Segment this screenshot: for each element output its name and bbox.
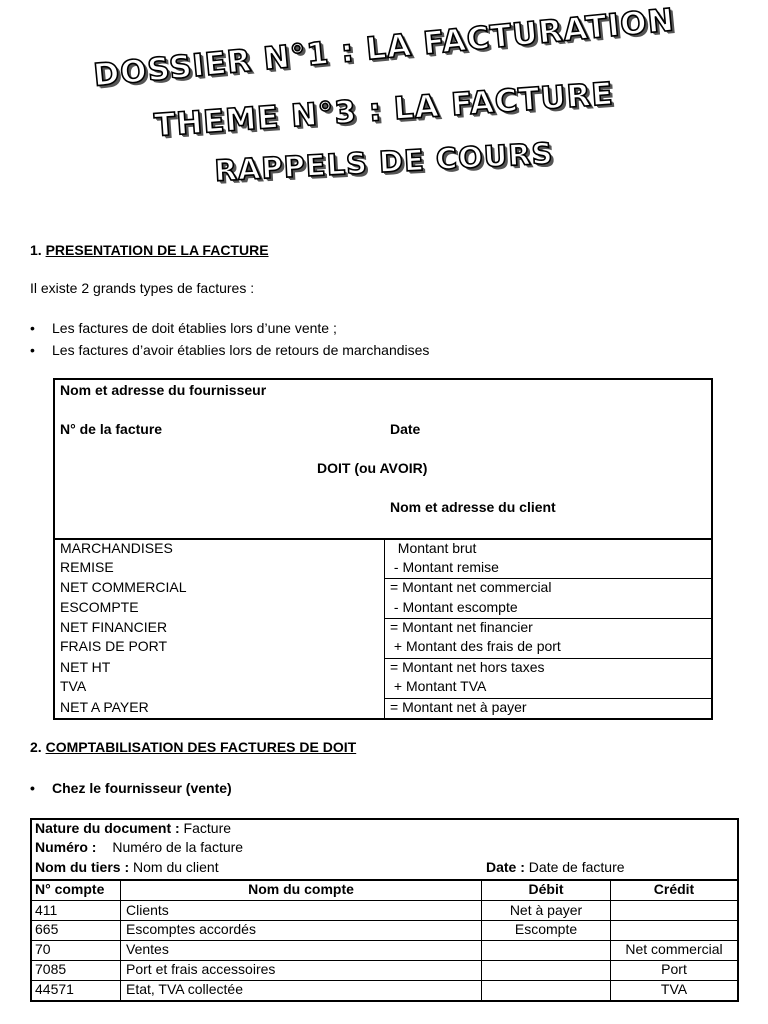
invoice-row-label: MARCHANDISES xyxy=(60,540,173,556)
title-line-3: RAPPELS DE COURS xyxy=(213,136,555,188)
invoice-row-value: - Montant escompte xyxy=(390,599,518,615)
invoice-row-value: = Montant net commercial xyxy=(390,579,552,595)
column-header-credit: Crédit xyxy=(653,881,695,897)
invoice-row-label: REMISE xyxy=(60,559,114,575)
column-header-debit: Débit xyxy=(528,881,564,897)
list-item-text: Les factures d’avoir établies lors de retours de marchandises xyxy=(52,342,430,358)
title-line-1: DOSSIER N°1 : LA FACTURATION xyxy=(91,2,677,94)
date-row xyxy=(486,859,625,875)
invoice-row-value: Montant brut xyxy=(390,540,477,556)
invoice-header xyxy=(55,380,711,540)
invoice-row-label: NET HT xyxy=(60,659,111,675)
invoice-row-label: NET FINANCIER xyxy=(60,619,168,635)
bullet-icon: • xyxy=(30,780,35,796)
list-item xyxy=(30,780,232,796)
invoice-model xyxy=(53,378,713,720)
table-divider xyxy=(481,880,482,1000)
numero-value: Numéro de la facture xyxy=(112,839,244,855)
nature-value: Facture xyxy=(179,820,232,836)
account-name-cell: Etat, TVA collectée xyxy=(126,981,243,997)
account-number-cell: 7085 xyxy=(35,961,67,977)
column-header-account-number: N° compte xyxy=(35,881,105,897)
invoice-row-label: FRAIS DE PORT xyxy=(60,638,168,654)
nature-label: Nature du document : xyxy=(35,820,180,836)
account-name-cell: Port et frais accessoires xyxy=(126,961,276,977)
tiers-label: Nom du tiers : xyxy=(35,859,130,875)
date-value: Date de facture xyxy=(524,859,625,875)
section1-number: 1. xyxy=(30,242,42,258)
section2-heading xyxy=(30,739,356,755)
account-name-cell: Ventes xyxy=(126,941,169,957)
account-number-cell: 411 xyxy=(35,902,58,918)
invoice-row-value: + Montant TVA xyxy=(390,678,487,694)
bullet-icon: • xyxy=(30,342,35,358)
list-item xyxy=(30,342,429,358)
client-label: Nom et adresse du client xyxy=(390,499,556,515)
supplier-label: Nom et adresse du fournisseur xyxy=(60,382,267,398)
invoice-date-label: Date xyxy=(390,421,421,437)
account-number-cell: 44571 xyxy=(35,981,74,997)
invoice-row-value: = Montant net hors taxes xyxy=(390,659,545,675)
list-item-text: Chez le fournisseur (vente) xyxy=(52,780,232,796)
credit-cell: TVA xyxy=(660,981,688,997)
tiers-value: Nom du client xyxy=(129,859,219,875)
bullet-icon: • xyxy=(30,320,35,336)
numero-label: Numéro : xyxy=(35,839,97,855)
tiers-row xyxy=(35,859,219,875)
invoice-row-label: ESCOMPTE xyxy=(60,599,139,615)
invoice-row-label: NET A PAYER xyxy=(60,699,149,715)
invoice-divider xyxy=(384,538,385,718)
nature-row xyxy=(35,820,231,836)
section1-heading xyxy=(30,242,269,258)
invoice-row-label: TVA xyxy=(60,678,87,694)
table-divider xyxy=(120,880,121,1000)
section1-title: PRESENTATION DE LA FACTURE xyxy=(45,242,269,258)
date-label: Date : xyxy=(486,859,525,875)
invoice-type-label: DOIT (ou AVOIR) xyxy=(317,460,428,476)
invoice-number-label: N° de la facture xyxy=(60,421,163,437)
invoice-row-value: - Montant remise xyxy=(390,559,499,575)
account-number-cell: 665 xyxy=(35,921,59,937)
credit-cell: Port xyxy=(661,961,687,977)
account-name-cell: Clients xyxy=(126,902,169,918)
section2-number: 2. xyxy=(30,739,42,755)
title-line-2: THEME N°3 : LA FACTURE xyxy=(153,75,615,145)
invoice-row-value: = Montant net financier xyxy=(390,619,533,635)
list-item-text: Les factures de doit établies lors d’une vente ; xyxy=(52,320,337,336)
account-number-cell: 70 xyxy=(35,941,51,957)
invoice-row-value: + Montant des frais de port xyxy=(390,638,561,654)
debit-cell: Net à payer xyxy=(509,902,583,918)
debit-cell: Escompte xyxy=(514,921,578,937)
invoice-row-value: = Montant net à payer xyxy=(390,699,527,715)
invoice-row-label: NET COMMERCIAL xyxy=(60,579,187,595)
column-header-account-name: Nom du compte xyxy=(248,881,354,897)
table-divider xyxy=(32,900,737,901)
section2-title: COMPTABILISATION DES FACTURES DE DOIT xyxy=(45,739,357,755)
list-item xyxy=(30,320,337,336)
numero-row xyxy=(35,839,243,855)
credit-cell: Net commercial xyxy=(625,941,723,957)
section1-intro: Il existe 2 grands types de factures : xyxy=(30,280,255,296)
account-name-cell: Escomptes accordés xyxy=(126,921,256,937)
journal-entry-table xyxy=(30,818,739,1002)
